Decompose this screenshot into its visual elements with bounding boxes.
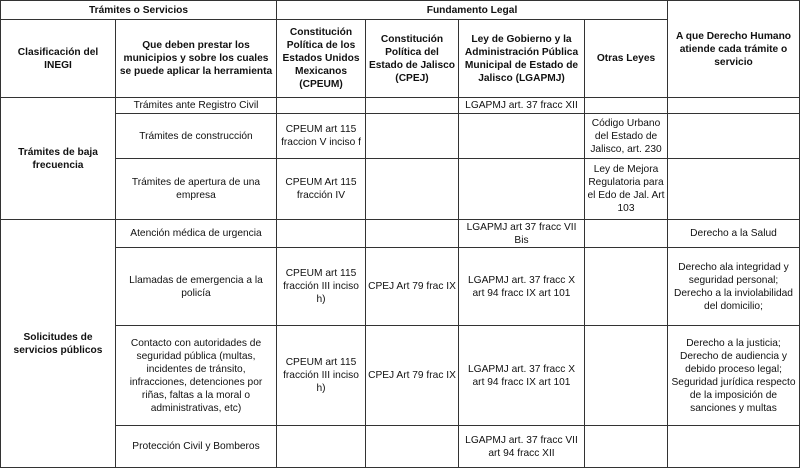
- cpeum-cell: [277, 98, 366, 114]
- otras-leyes-cell: [585, 326, 668, 426]
- tramite-cell: Trámites ante Registro Civil: [116, 98, 277, 114]
- header-fundamento-legal: Fundamento Legal: [277, 1, 668, 20]
- lgapmj-cell: [459, 114, 585, 159]
- tramite-cell: Llamadas de emergencia a la policía: [116, 248, 277, 326]
- header-tramites-servicios: Trámites o Servicios: [1, 1, 277, 20]
- header-otras-leyes: Otras Leyes: [585, 20, 668, 98]
- cpej-cell: [366, 98, 459, 114]
- derecho-cell: Derecho ala integridad y seguridad personal; Derecho a la inviolabilidad del domicilio;: [668, 248, 800, 326]
- cpeum-cell: [277, 220, 366, 248]
- otras-leyes-cell: [585, 220, 668, 248]
- cpeum-cell: CPEUM art 115 fraccion V inciso f: [277, 114, 366, 159]
- otras-leyes-cell: Ley de Mejora Regulatoria para el Edo de Jal. Art 103: [585, 159, 668, 220]
- header-cpej: Constitución Política del Estado de Jalisco (CPEJ): [366, 20, 459, 98]
- tramite-cell: Contacto con autoridades de seguridad pública (multas, incidentes de tránsito, infracciones, detenciones por riñas, faltas a la moral o administrativas, etc): [116, 326, 277, 426]
- lgapmj-cell: [459, 159, 585, 220]
- cpej-cell: CPEJ Art 79 frac IX: [366, 326, 459, 426]
- group-label-servicios-publicos: Solicitudes de servicios públicos: [1, 220, 116, 468]
- derecho-cell: [668, 98, 800, 114]
- derecho-cell: [668, 426, 800, 468]
- derecho-cell: [668, 159, 800, 220]
- header-lgapmj: Ley de Gobierno y la Administración Pública Municipal de Estado de Jalisco (LGAPMJ): [459, 20, 585, 98]
- cpej-cell: [366, 114, 459, 159]
- tramite-cell: Trámites de construcción: [116, 114, 277, 159]
- cpej-cell: CPEJ Art 79 frac IX: [366, 248, 459, 326]
- lgapmj-cell: LGAPMJ art 37 fracc VII Bis: [459, 220, 585, 248]
- otras-leyes-cell: Código Urbano del Estado de Jalisco, art. 230: [585, 114, 668, 159]
- lgapmj-cell: LGAPMJ art. 37 fracc XII: [459, 98, 585, 114]
- cpej-cell: [366, 426, 459, 468]
- derecho-cell: Derecho a la Salud: [668, 220, 800, 248]
- lgapmj-cell: LGAPMJ art. 37 fracc VII art 94 fracc XII: [459, 426, 585, 468]
- group-label-baja-frecuencia: Trámites de baja frecuencia: [1, 98, 116, 220]
- lgapmj-cell: LGAPMJ art. 37 fracc X art 94 fracc IX art 101: [459, 326, 585, 426]
- header-municipios: Que deben prestar los municipios y sobre los cuales se puede aplicar la herramienta: [116, 20, 277, 98]
- cpeum-cell: [277, 426, 366, 468]
- header-cpeum: Constitución Política de los Estados Unidos Mexicanos (CPEUM): [277, 20, 366, 98]
- derecho-cell: [668, 114, 800, 159]
- tramite-cell: Protección Civil y Bomberos: [116, 426, 277, 468]
- tramite-cell: Atención médica de urgencia: [116, 220, 277, 248]
- derecho-cell: Derecho a la justicia; Derecho de audiencia y debido proceso legal; Seguridad jurídica respecto de la imposición de sanciones y multas: [668, 326, 800, 426]
- cpej-cell: [366, 220, 459, 248]
- otras-leyes-cell: [585, 98, 668, 114]
- header-derecho-humano: A que Derecho Humano atiende cada trámite o servicio: [668, 1, 800, 98]
- cpeum-cell: CPEUM art 115 fracción III inciso h): [277, 248, 366, 326]
- otras-leyes-cell: [585, 248, 668, 326]
- header-clasificacion: Clasificación del INEGI: [1, 20, 116, 98]
- cpeum-cell: CPEUM Art 115 fracción IV: [277, 159, 366, 220]
- cpej-cell: [366, 159, 459, 220]
- lgapmj-cell: LGAPMJ art. 37 fracc X art 94 fracc IX art 101: [459, 248, 585, 326]
- cpeum-cell: CPEUM art 115 fracción III inciso h): [277, 326, 366, 426]
- tramite-cell: Trámites de apertura de una empresa: [116, 159, 277, 220]
- otras-leyes-cell: [585, 426, 668, 468]
